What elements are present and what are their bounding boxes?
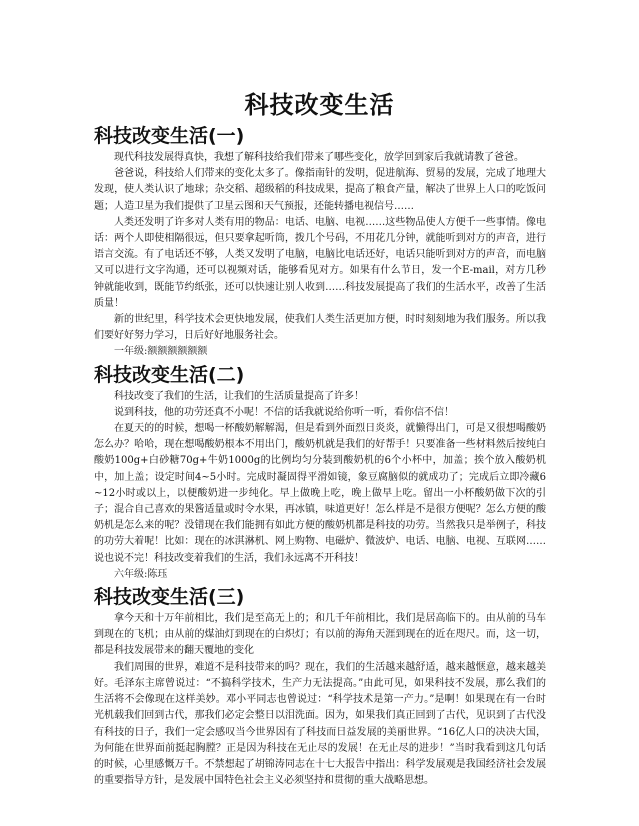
paragraph: 说到科技，他的功劳还真不小呢！不信的话我就说给你听一听，看你信不信！ xyxy=(114,406,454,418)
paragraph: 拿今天和十万年前相比，我们是至高无上的；和几千年前相比，我们是居高临下的。由从前的马车到现在的飞机；由从前的煤油灯到现在的白炽灯；有以前的海角天涯到现在的近在咫尺。而，这一切，都是科技发展带来的翻天覆地的变化 xyxy=(94,613,546,657)
author-line: 六年级:陈珏 xyxy=(114,568,168,580)
author-line: 一年级:额额额额额额 xyxy=(114,346,208,358)
document-body xyxy=(94,124,546,789)
document-title: 科技改变生活 xyxy=(244,91,395,119)
paragraph: 爸爸说，科技给人们带来的变化太多了。像指南针的发明，促进航海、贸易的发展，完成了地理大发现，使人类认识了地球；杂交稻、超级稻的科技成果，提高了粮食产量，解决了世界上人口的吃饭问题；人造卫星为我们提供了卫星云图和天气预报，还能转播电视信号…… xyxy=(94,168,546,212)
paragraph: 科技改变了我们的生活，让我们的生活质量提高了许多！ xyxy=(114,390,364,402)
paragraph: 我们周围的世界，难道不是科技带来的吗？现在，我们的生活越来越舒适，越来越惬意，越来越美好。毛泽东主席曾说过：“不搞科学技术，生产力无法提高。”由此可见，如果科技不发展，那么我们的生活将不会像现在这样美妙。邓小平同志也曾说过：“科学技术是第一产力。”是啊！如果现在有一台时光机载我们回到古代，那我们必定会整日以泪洗面。因为，如果我们真正回到了古代，见识到了古代没有科技的日子，我们一定会感叹当今世界因有了科技而日益发展的美丽世界。“16亿人口的决决大国，为何能在世界面前挺起胸膛？正是因为科技在无止尽的发展！在无止尽的进步！”当时我看到这几句话的时候，心里感慨万千。不禁想起了胡锦涛同志在十七大报告中指出：科学发展观是我国经济社会发展的重要指导方针，是发展中国特色社会主义必须坚持和贯彻的重大战略思想。 xyxy=(94,661,546,787)
paragraph: 新的世纪里，科学技术会更快地发展，使我们人类生活更加方便，时时刻刻地为我们服务。所以我们要好好努力学习，日后好好地服务社会。 xyxy=(94,314,546,342)
paragraph: 现代科技发展得真快，我想了解科技给我们带来了哪些变化，放学回到家后我就请教了爸爸。 xyxy=(114,152,524,163)
section-heading: 科技改变生活(二) xyxy=(94,363,245,386)
section-3 xyxy=(94,585,546,789)
section-2 xyxy=(94,363,546,583)
section-heading: 科技改变生活(一) xyxy=(94,125,245,147)
paragraph: 人类还发明了许多对人类有用的物品：电话、电脑、电视……这些物品使人方便千一些事情。像电话：两个人即使相隔很远，但只要拿起听筒，拨几个号码，不用花几分钟，就能听到对方的声音，进行语言交流。有了电话还不够，人类又发明了电脑，电脑比电话还好，电话只能听到对方的声音，而电脑又可以进行文字沟通，还可以视频对话，能够看见对方。如果有什么节日，发一个E-mail，对方几秒钟就能收到，既能节约纸张，还可以快速让别人收到……科技发展提高了我们的生活水平，改善了生活质量！ xyxy=(94,216,546,309)
paragraph: 在夏天的的时候，想喝一杯酸奶解解渴，但是看到外面烈日炎炎，就懒得出门，可是又很想喝酸奶怎么办？哈哈，现在想喝酸奶根本不用出门，酸奶机就是我们的好帮手！只要准备一些材料然后按纯白酸奶100g+白砂糖70g+牛奶1000g的比例均匀分装到酸奶机的6个小杯中，加盖；挨个放入酸奶机中，加上盖；设定时间4~5小时。完成时凝固得平滑如镜，象豆腐脑似的就成功了；完成后立即冷藏6~12小时或以上，以便酸奶进一步纯化。早上做晚上吃，晚上做早上吃。留出一小杯酸奶做下次的引子；混合自己喜欢的果酱适量或时令水果，再冰镇，味道更好！怎么样是不是很方便呢？怎么方便的酸奶机是怎么来的呢？没错现在我们能拥有如此方便的酸奶机都是科技的功劳。当然我只是举例子，科技的功劳大着呢！比如：现在的冰淇淋机、网上购物、电磁炉、微波炉、电话、电脑、电视、互联网……说也说不完！科技改变着我们的生活，我们永远离不开科技！ xyxy=(94,423,546,564)
section-heading: 科技改变生活(三) xyxy=(94,586,245,609)
section-1 xyxy=(94,124,546,361)
